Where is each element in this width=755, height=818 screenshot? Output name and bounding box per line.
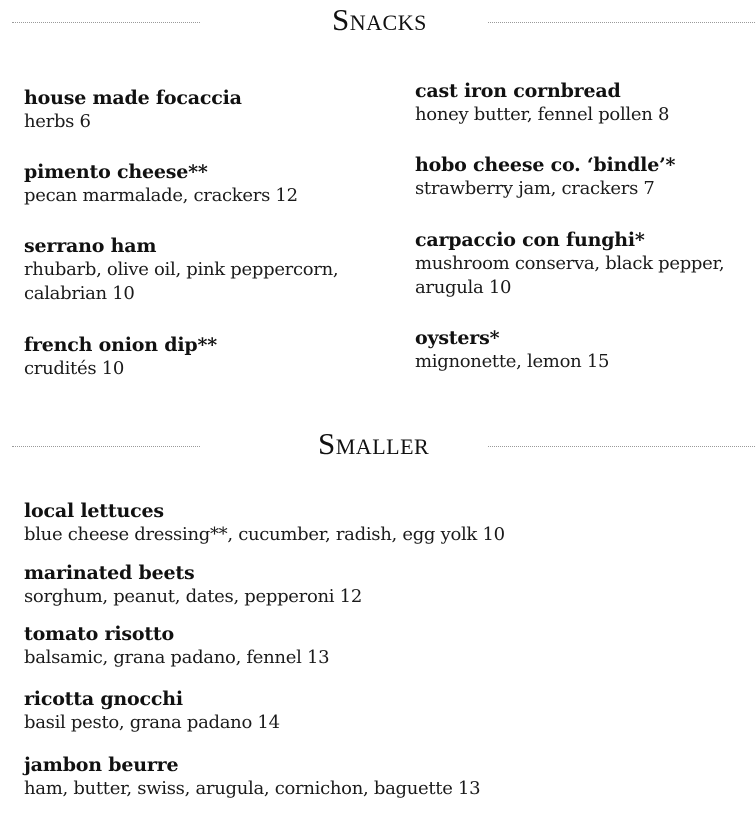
item-description-line: mushroom conserva, black pepper, (415, 253, 725, 274)
item-description-line: calabrian 10 (24, 283, 135, 304)
item-description-line: mignonette, lemon 15 (415, 351, 610, 372)
item-description-line: blue cheese dressing**, cucumber, radish, egg yolk 10 (24, 524, 505, 545)
menu-item (24, 160, 298, 208)
item-description (24, 777, 480, 801)
item-description (24, 184, 298, 208)
item-name: hobo cheese co. ‘bindle’* (415, 154, 676, 176)
menu-item (415, 153, 675, 201)
item-description-line: crudités 10 (24, 358, 125, 379)
item-name: ricotta gnocchi (24, 688, 183, 710)
item-description-line: ham, butter, swiss, arugula, cornichon, baguette 13 (24, 778, 481, 799)
item-description (24, 110, 242, 134)
item-name: house made focaccia (24, 87, 242, 109)
item-description-line: strawberry jam, crackers 7 (415, 178, 655, 199)
item-description (24, 357, 217, 381)
item-description (24, 711, 280, 735)
dotted-divider-right (488, 446, 755, 447)
menu-item (415, 326, 609, 374)
item-name: carpaccio con funghi* (415, 229, 645, 251)
menu-item (24, 234, 338, 306)
item-description (415, 252, 724, 300)
item-description (415, 177, 675, 201)
section-header-smaller (0, 426, 755, 466)
item-name: cast iron cornbread (415, 80, 621, 102)
item-description-line: arugula 10 (415, 277, 512, 298)
item-description-line: basil pesto, grana padano 14 (24, 712, 280, 733)
item-name: pimento cheese** (24, 161, 208, 183)
item-description-line: herbs 6 (24, 111, 91, 132)
item-name: french onion dip** (24, 334, 217, 356)
item-name: local lettuces (24, 500, 164, 522)
item-description-line: pecan marmalade, crackers 12 (24, 185, 298, 206)
item-name: marinated beets (24, 562, 195, 584)
menu-item (24, 86, 242, 134)
menu-item (24, 687, 280, 735)
item-description (24, 646, 329, 670)
menu-item (24, 333, 217, 381)
item-name: serrano ham (24, 235, 157, 257)
item-description-line: rhubarb, olive oil, pink peppercorn, (24, 259, 339, 280)
item-description (415, 103, 669, 127)
section-title: Smaller (318, 426, 430, 461)
menu-item (24, 561, 362, 609)
dotted-divider-left (12, 22, 200, 23)
item-description (24, 523, 505, 547)
item-name: oysters* (415, 327, 500, 349)
menu-item (24, 499, 505, 547)
section-title: Snacks (332, 2, 427, 37)
menu-item (415, 228, 724, 300)
item-description-line: honey butter, fennel pollen 8 (415, 104, 670, 125)
menu-item (415, 79, 669, 127)
dotted-divider-right (488, 22, 755, 23)
item-description (24, 585, 362, 609)
dotted-divider-left (12, 446, 200, 447)
item-name: tomato risotto (24, 623, 174, 645)
item-description (24, 258, 338, 306)
section-header-snacks (0, 2, 755, 42)
item-description-line: sorghum, peanut, dates, pepperoni 12 (24, 586, 362, 607)
item-description-line: balsamic, grana padano, fennel 13 (24, 647, 330, 668)
item-name: jambon beurre (24, 754, 179, 776)
menu-item (24, 753, 480, 801)
item-description (415, 350, 609, 374)
menu-item (24, 622, 329, 670)
